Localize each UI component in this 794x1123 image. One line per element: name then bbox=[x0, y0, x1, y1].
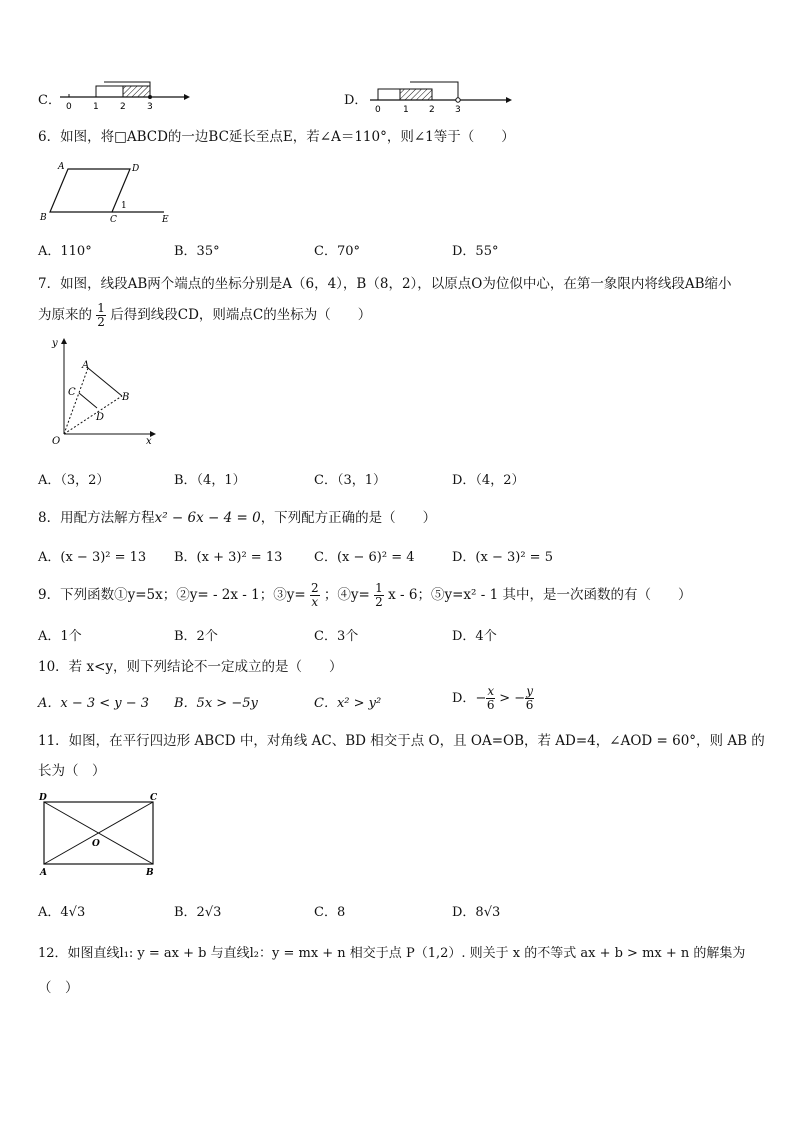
q10-d-f1-num: x bbox=[487, 684, 495, 699]
q9-part3: x - 6；⑤y=x² - 1 其中，是一次函数的有（ ） bbox=[388, 587, 692, 603]
q7-label-b: B bbox=[122, 392, 130, 403]
q8-equation: x² − 6x − 4 = 0 bbox=[154, 510, 261, 526]
q8-option-d: D．(x − 3)² = 5 bbox=[452, 550, 553, 565]
q5-c-tick-3: 3 bbox=[147, 102, 153, 112]
q6-label-b: B bbox=[40, 213, 47, 223]
q11-rectangle-figure bbox=[36, 792, 166, 882]
q8-stem-post: ，下列配方正确的是（ ） bbox=[260, 510, 437, 526]
q6-stem: 6．如图，将□ABCD的一边BC延长至点E，若∠A＝110°，则∠1等于（ ） bbox=[38, 129, 515, 145]
q11-option-a: A．4√3 bbox=[38, 905, 86, 920]
q7-label-o: O bbox=[52, 436, 61, 447]
q7-label-a: A bbox=[82, 360, 90, 371]
q10-option-c: C．x² > y² bbox=[314, 696, 382, 711]
q10-d-f2-den: 6 bbox=[525, 698, 534, 712]
q7-line2-post: 后得到线段CD，则端点C的坐标为（ ） bbox=[110, 307, 372, 323]
q9-part2: ；④y= bbox=[323, 587, 370, 603]
q7-label-x: x bbox=[146, 436, 152, 447]
q11-option-c: C．8 bbox=[314, 905, 346, 920]
q11-option-b: B．2√3 bbox=[174, 905, 222, 920]
q7-label-y: y bbox=[52, 338, 58, 349]
q6-option-a: A．110° bbox=[38, 244, 92, 259]
q10-option-b: B．5x > −5y bbox=[174, 696, 258, 711]
q5-option-d-label: D． bbox=[344, 93, 368, 108]
q9-f1-den: x bbox=[311, 595, 319, 609]
q10-d-frac-y6 bbox=[525, 685, 534, 711]
q11-label-d: D bbox=[39, 793, 47, 803]
q7-stem-line1: 7．如图，线段AB两个端点的坐标分别是A（6，4），B（8，2），以原点O为位似中心，在第一象限内将线段AB缩小 bbox=[38, 276, 732, 292]
q10-d-f2-num: y bbox=[526, 684, 533, 699]
q10-d-f1-den: 6 bbox=[486, 698, 495, 712]
q10-d-frac-x6 bbox=[486, 685, 495, 711]
q7-coordinate-figure bbox=[38, 336, 158, 448]
q5-d-tick-3: 3 bbox=[455, 105, 461, 115]
q11-stem-line2: 长为（ ） bbox=[38, 763, 106, 779]
q7-fraction bbox=[96, 302, 106, 328]
q5-d-tick-1: 1 bbox=[403, 105, 409, 115]
q7-option-b: B．（4，1） bbox=[174, 473, 246, 488]
q9-part1: 9．下列函数①y=5x；②y= - 2x - 1；③y= bbox=[38, 587, 306, 603]
q7-label-d: D bbox=[96, 412, 105, 423]
q10-option-a: A．x − 3 < y − 3 bbox=[38, 696, 150, 711]
q6-option-b: B．35° bbox=[174, 244, 220, 259]
q8-stem bbox=[38, 506, 436, 526]
q10-stem: 10．若 x<y，则下列结论不一定成立的是（ ） bbox=[38, 659, 343, 675]
q5-d-tick-2: 2 bbox=[429, 105, 435, 115]
q9-option-d: D．4个 bbox=[452, 629, 497, 644]
q5-c-tick-0: 0 bbox=[66, 102, 72, 112]
q5-d-tick-0: 0 bbox=[375, 105, 381, 115]
q9-option-a: A．1个 bbox=[38, 629, 82, 644]
q9-fraction-1-over-2 bbox=[374, 582, 384, 608]
q6-label-a: A bbox=[58, 162, 65, 172]
q8-option-c: C．(x − 6)² = 4 bbox=[314, 550, 415, 565]
q9-f2-num: 1 bbox=[375, 581, 383, 596]
q6-label-c: C bbox=[110, 215, 117, 225]
q7-frac-num: 1 bbox=[97, 301, 105, 316]
q7-option-d: D．（4，2） bbox=[452, 473, 525, 488]
q9-option-b: B．2个 bbox=[174, 629, 218, 644]
q5-c-tick-2: 2 bbox=[120, 102, 126, 112]
q7-line2-pre: 为原来的 bbox=[38, 307, 92, 323]
q8-stem-pre: 8．用配方法解方程 bbox=[38, 510, 155, 526]
q8-option-b: B．(x + 3)² = 13 bbox=[174, 550, 283, 565]
q6-parallelogram-figure bbox=[38, 160, 178, 225]
q11-label-b: B bbox=[146, 868, 154, 878]
q11-label-o: O bbox=[92, 839, 100, 849]
q11-stem-line1: 11．如图，在平行四边形 ABCD 中，对角线 AC、BD 相交于点 O，且 OA=OB，若 AD=4，∠AOD = 60°，则 AB 的 bbox=[38, 733, 765, 749]
q9-f2-den: 2 bbox=[375, 595, 383, 609]
q7-label-c: C bbox=[68, 387, 76, 398]
q7-option-c: C．（3，1） bbox=[314, 473, 386, 488]
q6-option-c: C．70° bbox=[314, 244, 360, 259]
q9-fraction-2-over-x bbox=[310, 582, 320, 608]
q7-option-a: A．（3，2） bbox=[38, 473, 110, 488]
q11-label-c: C bbox=[150, 793, 158, 803]
q10-option-d-label: D． bbox=[452, 691, 476, 706]
q6-label-d: D bbox=[132, 164, 140, 174]
q11-option-d: D．8√3 bbox=[452, 905, 501, 920]
q7-frac-den: 2 bbox=[97, 315, 105, 329]
q9-option-c: C．3个 bbox=[314, 629, 359, 644]
q5-option-c-label: C． bbox=[38, 93, 61, 108]
q11-label-a: A bbox=[40, 868, 47, 878]
q5-number-line-c bbox=[60, 78, 190, 114]
q10-option-d: D．− $\frac{x}{6}$ > − $\frac{y}{6}$ bbox=[452, 684, 534, 712]
q12-stem-line2: （ ） bbox=[38, 980, 79, 996]
q6-label-e: E bbox=[162, 215, 169, 225]
q6-option-d: D．55° bbox=[452, 244, 499, 259]
q8-option-a: A．(x − 3)² = 13 bbox=[38, 550, 147, 565]
q9-stem bbox=[38, 578, 691, 612]
q12-stem-line1: 12．如图直线l₁: y = ax + b 与直线l₂：y = mx + n 相交于点 P（1,2）. 则关于 x 的不等式 ax + b > mx + n 的解集为 bbox=[38, 946, 746, 961]
q9-f1-num: 2 bbox=[310, 581, 319, 596]
q6-label-1: 1 bbox=[121, 201, 127, 211]
q7-stem-line2 bbox=[38, 300, 371, 330]
q5-c-tick-1: 1 bbox=[93, 102, 99, 112]
q5-number-line-d bbox=[370, 78, 514, 114]
